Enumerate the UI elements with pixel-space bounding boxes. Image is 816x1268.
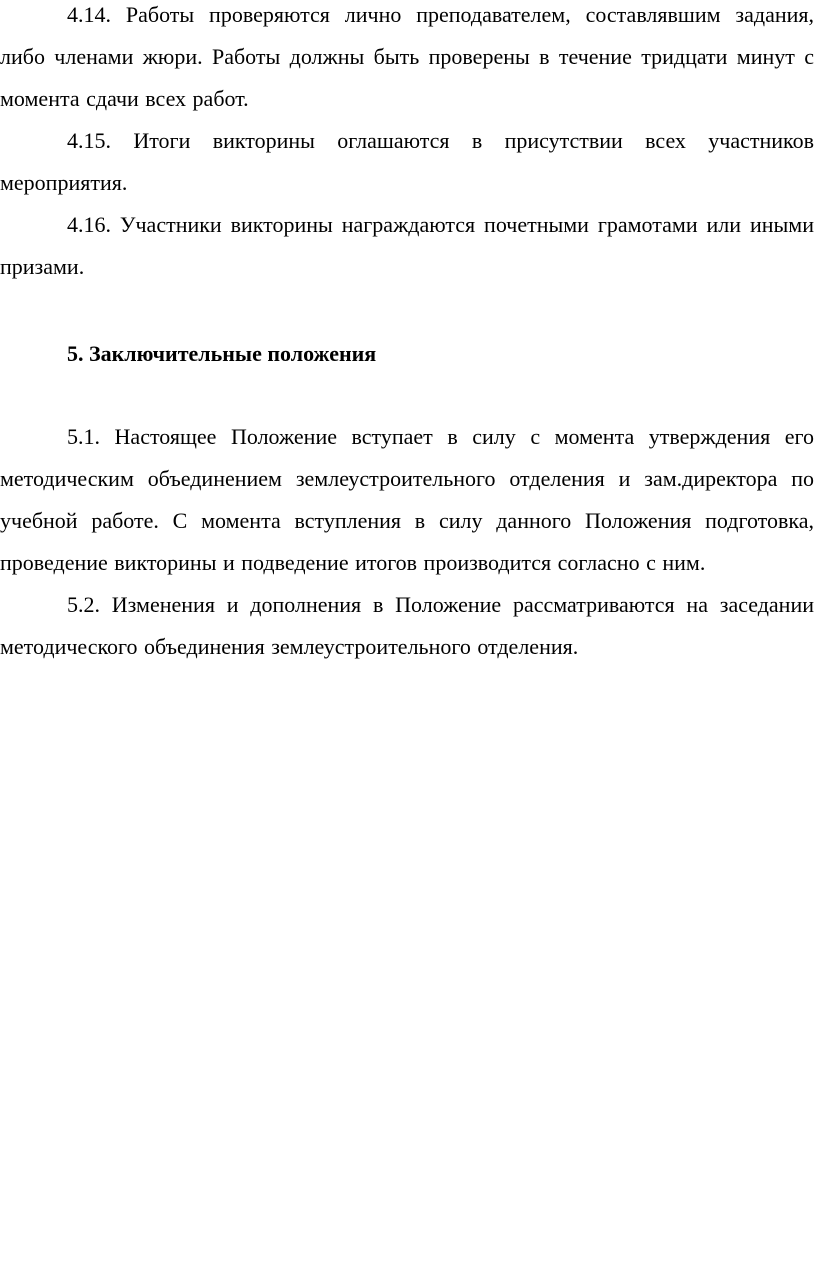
paragraph-4-15: 4.15. Итоги викторины оглашаются в присутствии всех участников мероприятия. (0, 128, 814, 195)
paragraph-4-16: 4.16. Участники викторины награждаются почетными грамотами или иными призами. (0, 212, 814, 279)
paragraph-5-2: 5.2. Изменения и дополнения в Положение рассматриваются на заседании методического объединения землеустроительного отделения. (0, 592, 814, 659)
section-5-heading: 5. Заключительные положения (67, 341, 377, 366)
section-5 (0, 416, 814, 668)
paragraph-5-1: 5.1. Настоящее Положение вступает в силу с момента утверждения его методическим объединением землеустроительного отделения и зам.директора по учебной работе. С момента вступления в силу данного Положения подготовка, проведение викторины и подведение итогов производится согласно с ним. (0, 424, 814, 575)
paragraph-4-14: 4.14. Работы проверяются лично преподавателем, составлявшим задания, либо членами жюри. Работы должны быть проверены в течение тридцати минут с момента сдачи всех работ. (0, 2, 814, 111)
section-4-continued (0, 0, 814, 288)
